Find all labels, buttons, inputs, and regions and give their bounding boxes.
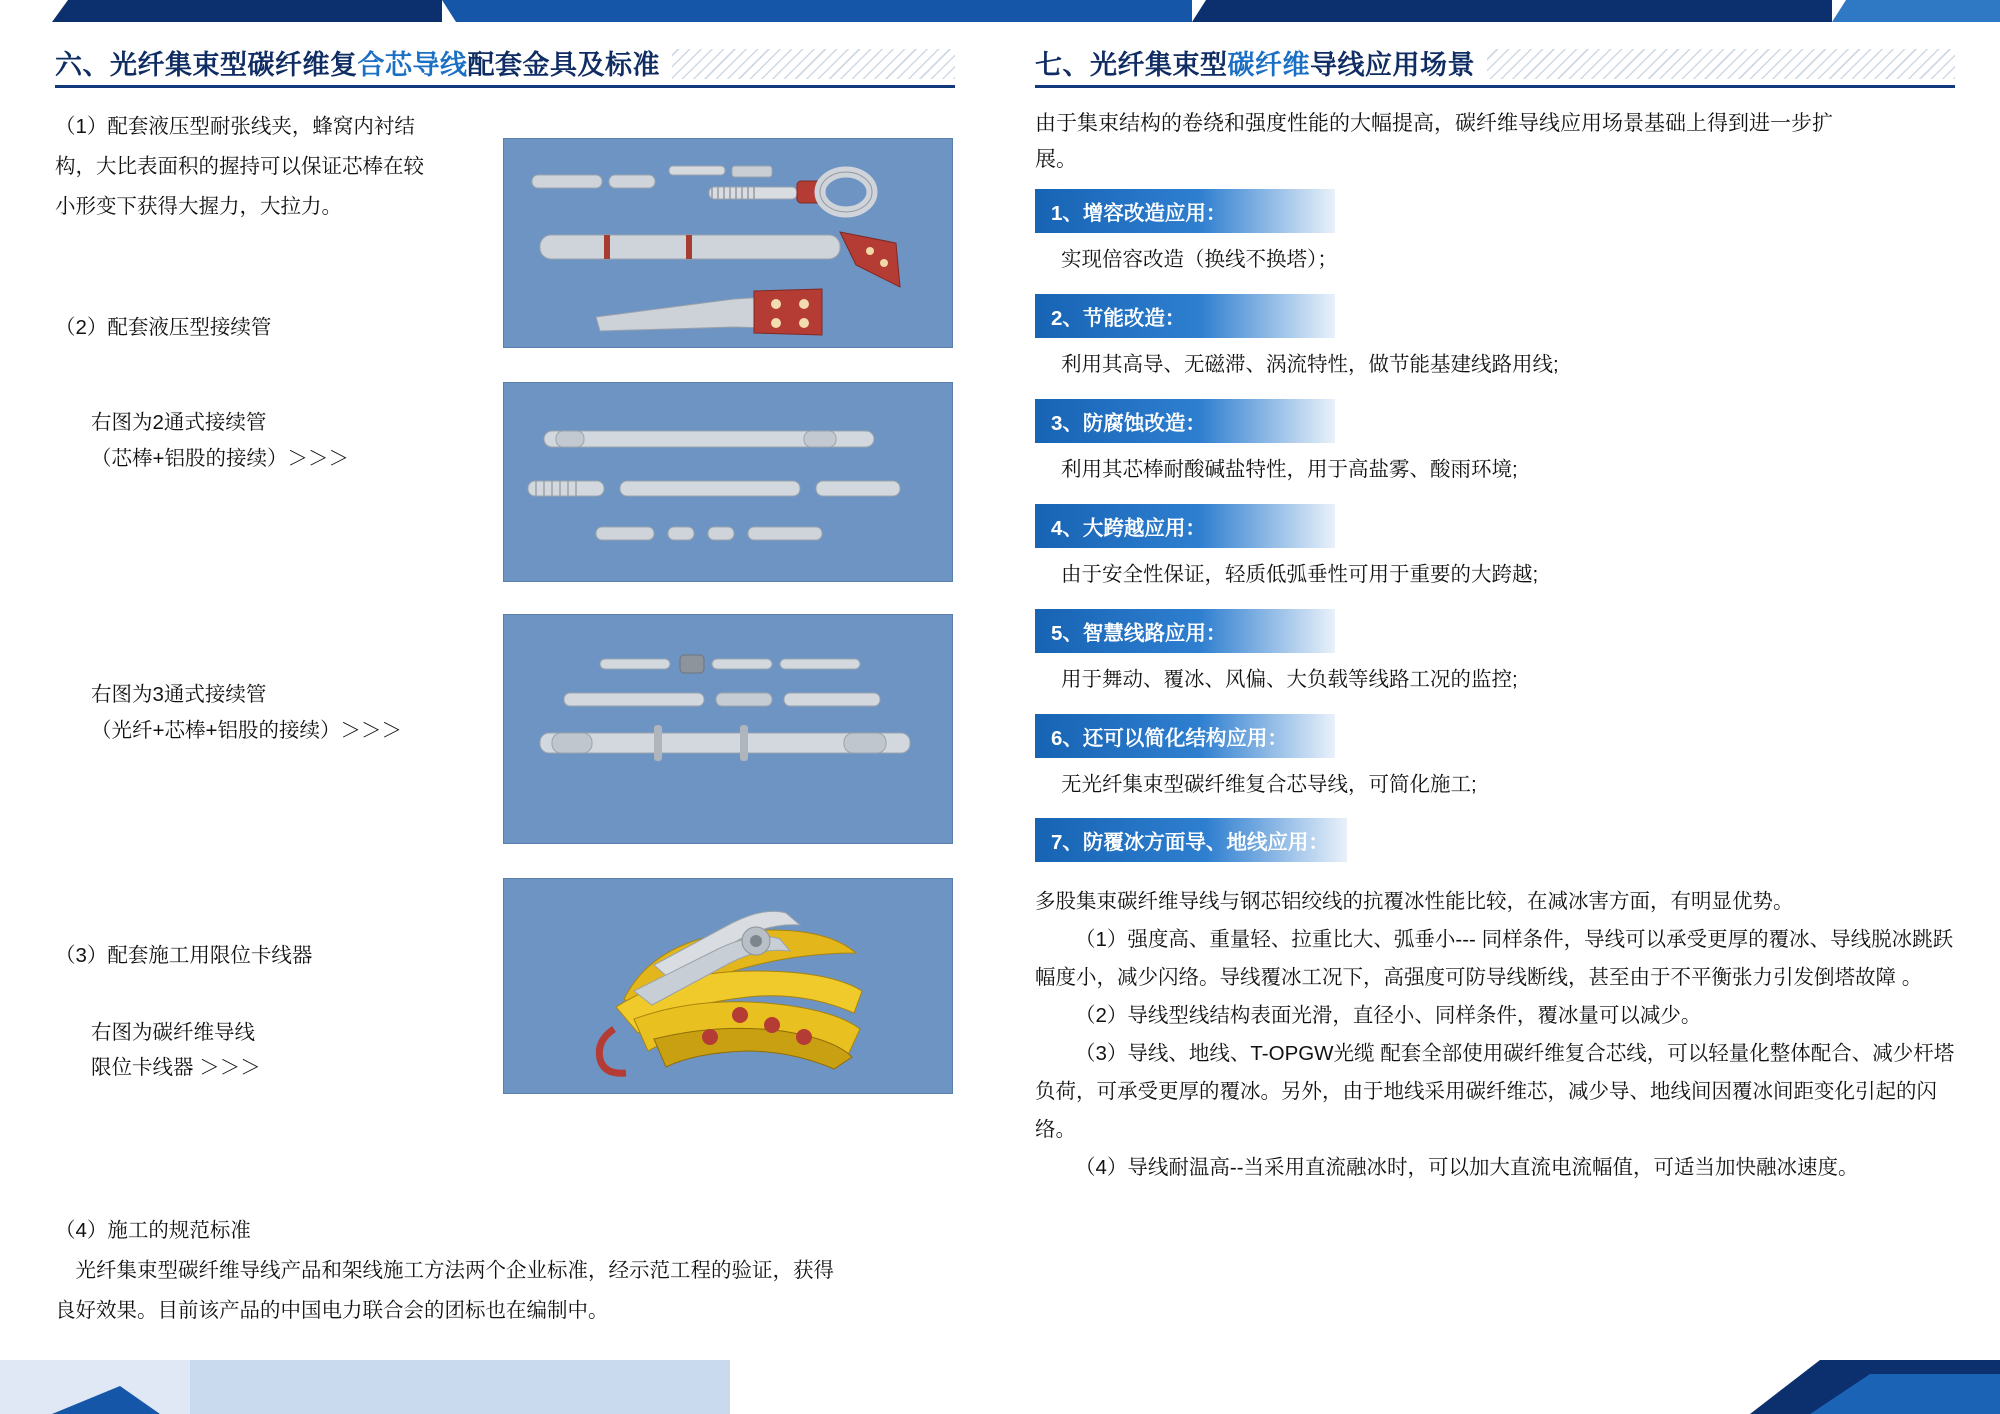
section-six-hatch <box>672 49 955 79</box>
anti-icing-line-8: （4）导线耐温高--当采用直流融冰时，可以加大直流电流幅值，可适当加快融冰速度。 <box>1075 1155 1859 1179</box>
wire-gripper-illustration <box>504 879 953 1094</box>
scenario-item-2-label: 2、节能改造： <box>1035 294 1335 338</box>
section-six-title-prefix: 六、光纤集束型碳纤维复 <box>55 50 358 80</box>
scenario-item-7 <box>1035 818 1955 872</box>
tension-clamp-illustration <box>504 139 953 348</box>
anti-icing-line-6: 负荷，可承受更厚的覆冰。另外，由于地线采用碳纤维芯，减少导、地线间因覆冰间距变化引起的闪 <box>1035 1079 1937 1103</box>
section-six-title-suffix: 配套金具及标准 <box>467 50 660 80</box>
right-intro <box>1035 106 1955 177</box>
top-decorative-bar <box>0 0 2000 22</box>
scenario-item-6-label: 6、还可以简化结构应用： <box>1035 714 1335 758</box>
left-item-2-caption-a-line-2: （芯棒+铝股的接续）＞＞＞ <box>91 447 349 471</box>
left-item-2-title-text: （2）配套液压型接续管 <box>55 316 272 340</box>
anti-icing-line-4: （2）导线型线结构表面光滑，直径小、同样条件，覆冰量可以减少。 <box>1075 1004 1702 1028</box>
three-way-splice-tube-photo <box>503 614 953 844</box>
anti-icing-line-1: 多股集束碳纤维导线与钢芯铝绞线的抗覆冰性能比较，在减冰害方面，有明显优势。 <box>1035 890 1794 914</box>
left-item-1-line-1: （1）配套液压型耐张线夹，蜂窝内衬结 <box>55 115 415 138</box>
scenario-item-1-label: 1、增容改造应用： <box>1035 189 1335 233</box>
left-item-4-line-1: 光纤集束型碳纤维导线产品和架线施工方法两个企业标准，经示范工程的验证，获得 <box>55 1259 834 1283</box>
left-item-4-title-text: （4）施工的规范标准 <box>55 1219 251 1243</box>
scenario-item-4-label: 4、大跨越应用： <box>1035 504 1335 548</box>
section-seven-title-accent: 碳纤维 <box>1227 50 1310 80</box>
section-seven-title-suffix: 导线应用场景 <box>1310 50 1475 80</box>
left-item-4 <box>55 1214 935 1327</box>
scenario-item-7-label: 7、防覆冰方面导、地线应用： <box>1035 818 1347 862</box>
left-item-2-title <box>55 311 485 345</box>
scenario-item-4 <box>1035 504 1955 593</box>
top-bar-segment-3 <box>442 0 1192 22</box>
scenario-item-2 <box>1035 294 1955 383</box>
left-item-1-text <box>55 110 485 223</box>
section-seven-title <box>1035 43 1475 86</box>
left-column <box>55 44 955 1334</box>
bottom-bar-segment-3 <box>130 1360 730 1414</box>
scenario-item-5 <box>1035 609 1955 698</box>
section-six-title-accent: 合芯导线 <box>357 50 468 80</box>
left-item-1-line-2: 构，大比表面积的握持可以保证芯棒在较 <box>55 154 424 178</box>
two-way-splice-tube-photo <box>503 382 953 582</box>
left-item-3-title-text: （3）配套施工用限位卡线器 <box>55 943 313 967</box>
left-item-3-title <box>55 939 485 973</box>
scenario-item-1 <box>1035 189 1955 278</box>
section-seven-title-prefix: 七、光纤集束型 <box>1035 50 1228 80</box>
right-column <box>1035 44 1955 1187</box>
scenario-item-5-desc: 用于舞动、覆冰、风偏、大负载等线路工况的监控; <box>1061 667 1518 691</box>
left-item-2-caption-a-line-1: 右图为2通式接续管 <box>91 411 267 435</box>
scenario-item-6 <box>1035 714 1955 803</box>
section-seven-hatch <box>1487 49 1955 79</box>
wire-gripper-photo <box>503 878 953 1094</box>
scenario-item-3 <box>1035 399 1955 488</box>
scenario-item-5-label: 5、智慧线路应用： <box>1035 609 1335 653</box>
right-intro-line-2: 展。 <box>1035 147 1077 171</box>
anti-icing-line-7: 络。 <box>1035 1117 1076 1141</box>
bottom-decorative-bar <box>0 1360 2000 1414</box>
three-way-splice-illustration <box>504 615 953 844</box>
scenario-item-6-desc: 无光纤集束型碳纤维复合芯导线，可简化施工; <box>1061 772 1477 796</box>
left-item-3-caption-line-1: 右图为碳纤维导线 <box>91 1020 255 1044</box>
left-item-3-caption-line-2: 限位卡线器 ＞＞＞ <box>91 1056 261 1080</box>
anti-icing-line-3: 幅度小，减少闪络。导线覆冰工况下，高强度可防导线断线，甚至由于不平衡张力引发倒塔故障 。 <box>1035 966 1923 990</box>
left-item-2-caption-b-line-1: 右图为3通式接续管 <box>91 683 267 706</box>
section-six-title <box>55 43 660 86</box>
top-bar-segment-1 <box>0 0 60 22</box>
top-bar-segment-5 <box>1832 0 2000 22</box>
right-intro-line-1: 由于集束结构的卷绕和强度性能的大幅提高，碳纤维导线应用场景基础上得到进一步扩 <box>1035 112 1833 135</box>
anti-icing-detail-block <box>1035 884 1955 1185</box>
scenario-item-1-desc: 实现倍容改造（换线不换塔）； <box>1061 248 1338 272</box>
section-six-header <box>55 44 955 88</box>
left-item-1-line-3: 小形变下获得大握力，大拉力。 <box>55 194 342 218</box>
hydraulic-tension-clamp-photo <box>503 138 953 348</box>
top-bar-segment-2 <box>52 0 442 22</box>
two-way-splice-illustration <box>504 383 953 582</box>
section-seven-header <box>1035 44 1955 88</box>
anti-icing-line-2: （1）强度高、重量轻、拉重比大、弧垂小--- 同样条件，导线可以承受更厚的覆冰、导线脱冰跳跃 <box>1075 928 1954 952</box>
scenario-item-4-desc: 由于安全性保证，轻质低弧垂性可用于重要的大跨越; <box>1061 562 1539 586</box>
scenario-item-2-desc: 利用其高导、无磁滞、涡流特性，做节能基建线路用线; <box>1061 353 1559 377</box>
left-item-4-line-2: 良好效果。目前该产品的中国电力联合会的团标也在编制中。 <box>55 1298 609 1322</box>
top-bar-segment-4 <box>1192 0 1832 22</box>
left-item-2-caption-b-line-2: （光纤+芯棒+铝股的接续）＞＞＞ <box>91 718 402 742</box>
scenario-item-3-desc: 利用其芯棒耐酸碱盐特性，用于高盐雾、酸雨环境; <box>1061 458 1518 482</box>
anti-icing-line-5: （3）导线、地线、T-OPGW光缆 配套全部使用碳纤维复合芯线，可以轻量化整体配合、减少杆塔 <box>1075 1041 1955 1065</box>
scenario-item-3-label: 3、防腐蚀改造： <box>1035 399 1335 443</box>
